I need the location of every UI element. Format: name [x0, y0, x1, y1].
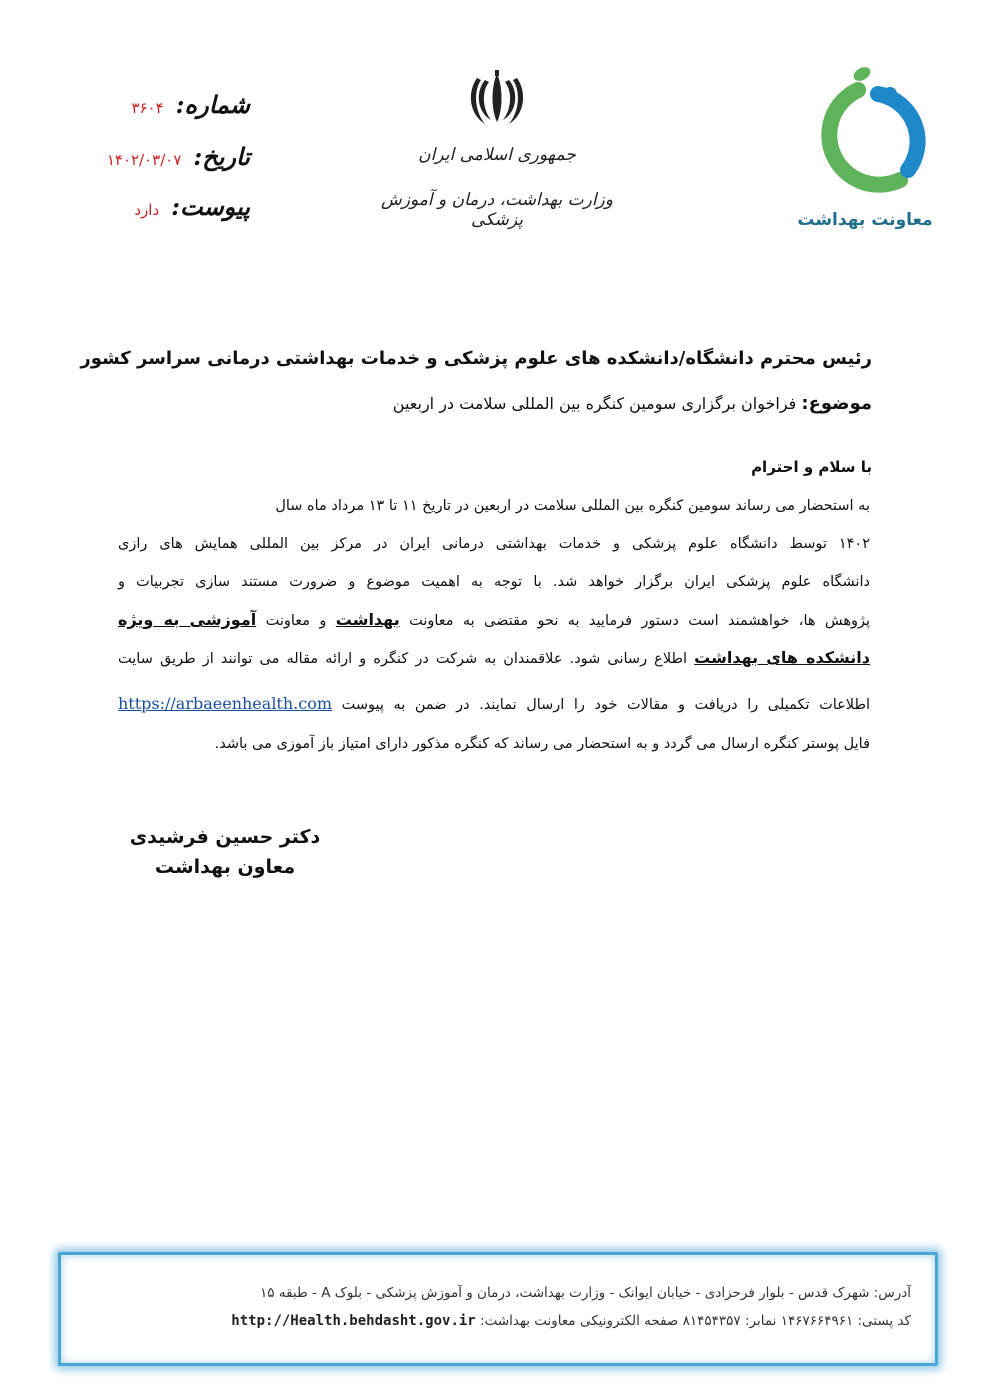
subject-text: فراخوان برگزاری سومین کنگره بین المللی سلامت در اربعین	[392, 394, 797, 413]
health-deputy-logo-icon	[790, 60, 940, 210]
subject-label: موضوع:	[801, 393, 872, 414]
subject-line	[110, 393, 872, 414]
footer-website-link[interactable]: http://Health.behdasht.gov.ir	[231, 1313, 476, 1329]
meta-date-label: تاریخ:	[193, 142, 250, 171]
footer-contact-row	[85, 1313, 911, 1329]
body-line-4-part-a: پژوهش ها، خواهشمند است دستور فرمایید به نحو مقتضی به معاونت	[409, 613, 871, 629]
footer-box	[58, 1252, 938, 1366]
body-line-6-text: اطلاعات تکمیلی را دریافت و مقالات خود را ارسال نمایند. در ضمن به پیوست	[341, 697, 871, 713]
health-deputy-logo	[790, 60, 940, 240]
footer-address: آدرس: شهرک قدس - بلوار فرحزادی - خیابان ایوانک - وزارت بهداشت، درمان و آموزش پزشکی - بلوک A - طبقه ۱۵	[260, 1285, 911, 1301]
signature-title: معاون بهداشت	[154, 856, 296, 878]
letter-meta	[60, 80, 250, 230]
body-line-5-schools: دانشکده های بهداشت	[694, 648, 871, 667]
body-line-5-part-b: اطلاع رسانی شود. علاقمندان به شرکت در کنگره و ارائه مقاله می توانند از طریق سایت	[118, 651, 688, 667]
footer-contact: کد پستی: ۱۴۶۷۶۶۴۹۶۱ نمابر: ۸۱۴۵۴۳۵۷ صفحه الکترونیکی معاونت بهداشت:	[480, 1313, 911, 1329]
body-line-5	[118, 644, 870, 672]
body-line-4	[118, 606, 870, 634]
meta-number-row	[60, 90, 250, 119]
body-line-2: ۱۴۰۲ توسط دانشگاه علوم پزشکی و خدمات بهداشتی درمانی ایران در مرکز بین المللی همایش های رازی	[118, 536, 870, 552]
body-line-4-part-c: و معاونت	[265, 613, 327, 629]
meta-number-label: شماره:	[175, 90, 250, 119]
body-line-4-health: بهداشت	[335, 610, 400, 629]
signature-name: دکتر حسین فرشیدی	[129, 826, 321, 848]
meta-attachment-value: دارد	[134, 201, 160, 219]
meta-date-value: ۱۴۰۲/۰۳/۰۷	[106, 151, 182, 169]
emblem-line-ministry: وزارت بهداشت، درمان و آموزش پزشکی	[381, 190, 613, 230]
meta-number-value: ۳۶۰۴	[131, 99, 164, 117]
body-line-3: دانشگاه علوم پزشکی ایران برگزار خواهد شد. با توجه به اهمیت موضوع و ضرورت مستند سازی تجربیات و	[118, 574, 870, 590]
greeting: با سلام و احترام	[751, 458, 872, 476]
meta-date-row	[60, 142, 250, 171]
emblem-line-republic: جمهوری اسلامی ایران	[418, 145, 576, 165]
meta-attachment-label: پیوست:	[171, 192, 250, 221]
body-line-7: فایل پوستر کنگره ارسال می گردد و به استحضار می رساند که کنگره مذکور دارای امتیاز باز آموزی می باشد.	[214, 736, 870, 752]
body-line-6	[118, 690, 870, 718]
ministry-emblem	[362, 70, 632, 240]
iran-emblem-icon	[467, 70, 527, 126]
congress-website-link[interactable]: https://arbaeenhealth.com	[118, 694, 333, 713]
body-line-1: به استحضار می رساند سومین کنگره بین المللی سلامت در اربعین در تاریخ ۱۱ تا ۱۳ مرداد ماه سال	[275, 498, 870, 514]
recipient-line: رئیس محترم دانشگاه/دانشکده های علوم پزشکی و خدمات بهداشتی درمانی سراسر کشور	[80, 348, 872, 369]
meta-attachment-row	[60, 192, 250, 221]
body-line-4-education: آموزشی به ویژه	[118, 610, 257, 629]
logo-caption: معاونت بهداشت	[797, 210, 933, 230]
